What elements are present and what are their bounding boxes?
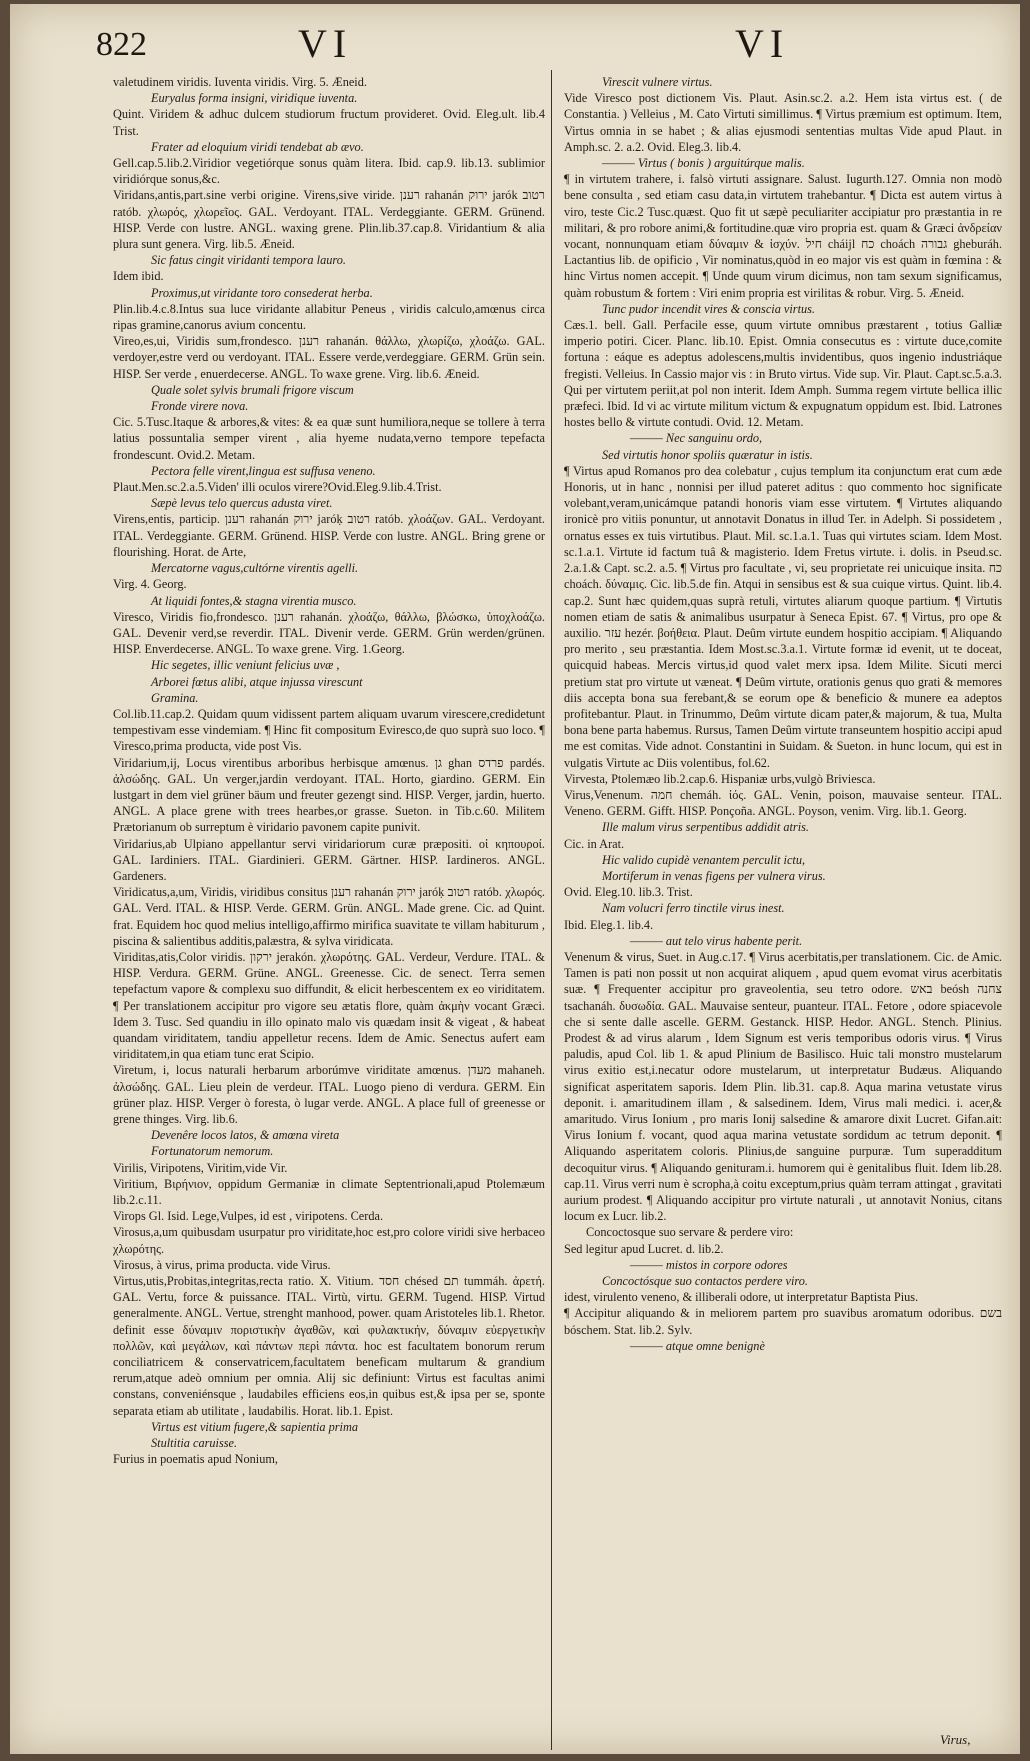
entry-paragraph: idest, virulento veneno, & illiberali odore, ut interpretatur Baptista Pius. xyxy=(564,1290,919,1305)
entry-paragraph: Cic. 5.Tusc.Itaque & arbores,& vites: & ea quæ sunt humiliora,neque se tollere à terra latius possuntalia semper virent , alia hyeme nudata,verno tempore tepefacta frondescunt. Ovid.2. Metam. xyxy=(113,415,545,462)
quotation-line: Mortiferum in venas figens per vulnera virus. xyxy=(602,868,826,883)
quotation-line: Concoctosque suo servare & perdere viro: xyxy=(586,1225,794,1240)
quotation-line: Virescit vulnere virtus. xyxy=(602,75,713,89)
quotation-line: Ille malum virus serpentibus addidit atris. xyxy=(602,820,809,835)
entry-paragraph: Idem ibid. xyxy=(113,269,164,284)
entry-paragraph: Col.lib.11.cap.2. Quidam quum vidissent partem aliquam uvarum virescere,credidetunt tempestivam esse vindemiam. ¶ Hinc fit compositum Eviresco,de quo suprà suo loco. ¶ Viresco,prima producta, vide post Vis. xyxy=(113,706,545,754)
entry-paragraph: Plin.lib.4.c.8.Intus sua luce viridante allabitur Peneus , viridis calculo,amœnus circa ripas gramine,canorus avium concentu. xyxy=(113,301,545,333)
entry-paragraph: Sed legitur apud Lucret. d. lib.2. xyxy=(564,1241,724,1256)
quotation-line: ——— mistos in corpore odores xyxy=(630,1257,788,1272)
quotation-line: Hic segetes, illic veniunt felicius uvæ , xyxy=(151,658,340,673)
entry-paragraph: Virilis, Viripotens, Viritim,vide Vir. xyxy=(113,1160,288,1175)
page-header xyxy=(10,4,1020,64)
entry-paragraph: Venenum & virus, Suet. in Aug.c.17. ¶ Virus acerbitatis,per translationem. Cic. de Amic. Tamen is pati non possit ut non acquirat aliquem , apud quem evomat virus acerbitatis suæ. ¶ Frequenter accipitur pro graveolentia, seu tetro odore. באש beósh צחנה tsachanáh. δυσωδία. GAL. Mauvaise senteur, puanteur. ITAL. Fetore , odore spiacevole che si sente dalle ascelle. GERM. Gestanck. HISP. Hedor. ANGL. Stench. Plinius. Prodest & ad virus alarum , Idem Signum est veris temporibus odoris virus. ¶ Virus paludis, apud Col. lib 1. & apud Plinium de Basilisco. Huic tali monstro mustelarum virus exitio est,i.necatur odore mustelarum, ut interpretatur Budæus. Aliquando significat asperitatem saporis. Idem Plin. lib.31. cap.8. Aqua marina vetustate virus deponit. i. amaritudinem illam , & salsedinem. Idem, Virus mali medici. i. acer,& amaritudo. Virus Ionium , pro maris Ionij salsedine & amarore dixit Lucret. Gifan.ait: Virus Ionium f. vocant, quod aqua marina vetustate sordidum ac tetrum deponit. ¶ Aliquando asperitatem coloris. Plinius,de sanguine purpuræ. Tum superadditum decoquitur virus. ¶ Aliquando genituram.i. humorem qui è genitalibus fluit. Idem lib.28. cap.11. Virus verri num è scropha,à coitu exceptum,prius quàm terram attingat , gravitati aurium prodest. ¶ Aliquando accipitur pro virtute naturali , ut annotavit Nonius, citans locum ex Lucr. lib.2. xyxy=(564,949,1002,1224)
entry-paragraph: Virens,entis, particip. רענן rahanán ירוק jaróḳ רטוב ratób. χλοάζων. GAL. Verdoyant. ITAL. Verdeggiante. GERM. Grünend. HISP. Verde con lustre. ANGL. Bring grene or flourishing. Horat. de Arte, xyxy=(113,512,545,559)
entry-paragraph: Vide Viresco post dictionem Vis. Plaut. Asin.sc.2. a.2. Hem ista virtus est. ( de Constantia. ) Velleius , M. Cato Virtuti simillimus. ¶ Virtus præmium est optimum. Item, Virtus omnia in se habet ; & alias ejusmodi sententias multas Vide apud Plaut. in Amph.sc. 2. a.2. Ovid. Eleg.3. lib.4. xyxy=(564,91,1002,154)
quotation-line: Fronde virere nova. xyxy=(151,399,249,414)
quotation-line: Mercatorne vagus,cultórne virentis agelli. xyxy=(151,561,359,576)
quotation-line: At liquidi fontes,& stagna virentia musco. xyxy=(151,593,357,608)
quotation-line: Sæpè levus telo quercus adusta viret. xyxy=(151,496,333,511)
quotation-line: Frater ad eloquium viridi tendebat ab ævo. xyxy=(151,139,364,154)
right-column xyxy=(564,74,1002,1354)
entry-paragraph: Virg. 4. Georg. xyxy=(113,577,187,592)
entry-paragraph: Virops Gl. Isid. Lege,Vulpes, id est , viripotens. Cerda. xyxy=(113,1209,384,1224)
left-column xyxy=(113,74,545,1467)
entry-paragraph: Virvesta, Ptolemæo lib.2.cap.6. Hispaniæ urbs,vulgò Briviesca. xyxy=(564,771,876,786)
quotation-line: Pectora felle virent,lingua est suffusa veneno. xyxy=(151,463,376,478)
left-running-title: VI xyxy=(298,21,353,66)
quotation-line: ——— Virtus ( bonis ) arguitúrque malis. xyxy=(602,156,805,171)
entry-paragraph: Cæs.1. bell. Gall. Perfacile esse, quum virtute omnibus præstarent , totius Galliæ imperio potiri. Cicer. Planc. lib.10. Epist. Omnia consecutus es : virtute duce,comite fortuna : eáque es adeptus adolescens,multis invidentibus, quos ingenio industriáque fregisti. Velleius. In Cassio major vis : in Bruto virtus. Vide sup. Vir. Plaut. Capt.sc.5.a.3. Qui per virtutem periit,at pol non interit. Idem Amph. Summa regem virtute bellica illic præfeci. Ibid. Id vi ac virtute militum victum & expugnatum oppidum est. Ibid. Latrones hostes bello & virtute contudi. Ovid. 12. Metam. xyxy=(564,318,1002,430)
quotation-line: Stultitia caruisse. xyxy=(151,1436,238,1451)
entry-paragraph: Viresco, Viridis fio,frondesco. רענן rahanán. χλοάζω, θάλλω, βλώσκω, ὑποχλοάζω. GAL. Devenir verd,se reverdir. ITAL. Divenir verde. GERM. Grün werden/grünen. HISP. Enverdecerse. ANGL. To waxe grene. Virg. 1.Georg. xyxy=(113,609,545,657)
quotation-line: Virtus est vitium fugere,& sapientia prima xyxy=(151,1419,358,1434)
entry-paragraph: Viretum, i, locus naturali herbarum arborúmve viriditate amœnus. מעדן mahaneh. ἀλσώδης. GAL. Lieu plein de verdeur. ITAL. Luogo pieno di verdura. GERM. Ein grüner plaz. HISP. Verger ò foresta, ò lugar verde. ANGL. A place full of greenesse or grene thinges. Virg. lib.6. xyxy=(113,1063,545,1126)
quotation-line: Quale solet sylvis brumali frigore viscum xyxy=(151,382,354,397)
catchword: Virus, xyxy=(940,1732,971,1747)
quotation-line: Devenêre locos latos, & amœna vireta xyxy=(151,1128,340,1143)
quotation-line: Sic fatus cingit viridanti tempora lauro. xyxy=(151,253,346,268)
entry-paragraph: Viritium, Βιρήνιον, oppidum Germaniæ in climate Septentrionali,apud Ptolemæum lib.2.c.11. xyxy=(113,1176,545,1208)
entry-paragraph: Plaut.Men.sc.2.a.5.Viden' illi oculos virere?Ovid.Eleg.9.lib.4.Trist. xyxy=(113,480,442,495)
entry-paragraph: valetudinem viridis. Iuventa viridis. Virg. 5. Æneid. xyxy=(113,75,367,89)
entry-paragraph: Furius in poematis apud Nonium, xyxy=(113,1452,278,1467)
entry-paragraph: ¶ Virtus apud Romanos pro dea colebatur , cujus templum ita conjunctum erat cum æde Honoris, ut in hanc , nonnisi per illud pateret aditus : quo commento hoc significate volebant,veram,unicámque patandi honoris viam esse virtutem. ¶ Virtutes aliquando ironicè pro vitiis ponuntur, ut annotavit Donatus in illud Ter. in Adelph. Si possidetem , ornatus esses ex tuis virtutibus. Plaut. Mil. sc.1.a.1. Tuas qui virtutes sciam. Idem Most. sc.1.a.1. Virtute id factum tuâ & magisterio. Idem Fretus virtute. i. dolis. in Pseud.sc. 2.a.1.& Capt. sc.2. a.5. ¶ Virtus pro facultate , vi, seu proprietate rei unicuique insita. כח choách. δύναμις. Cic. lib.5.de fin. Atqui in sensibus est & sua cuique virtus. Quint. lib.4. cap.2. Sunt hæc quidem,quas suprà retuli, virtutes aliarum quoque partium. ¶ Virtutis nomen etiam de satis & animalibus usurpatur à Seneca Epist. 67. ¶ Virtus, pro ope & auxilio. עזר hezér. βοήθεια. Plaut. Deûm virtute eundem hospitio accipiam. ¶ Aliquando pro merito , seu præstantia. Idem Most.sc.3.a.1. Virtute formæ id evenit, ut te doceat, quicquid habeas. Mercis virtus,id quod valet merx ipsa. Idem Milite. Sicuti merci pretium stat pro virtute ut væneat. ¶ Deûm virtute, orationis genus quo grati & memores diis accepta bona sua ferebant,& se eorum ope & beneficio & munere ea adeptos profitebantur. Plaut. in Trinummo, Deûm virtute dicam pater,& majorum, & tua, Multa bona bene parta habemus. Rursus, Tamen Deûm virtute transeuntem hospitio accipi apud me est comitas. Vide adnot. Constantini in Suidam. & Sueton. in hunc locum, qui est in vulgatis Virtute ac Diis volentibus, fol.62. xyxy=(564,463,1002,770)
entry-paragraph: Gell.cap.5.lib.2.Viridior vegetiórque sonus quàm litera. Ibid. cap.9. lib.13. sublimior viridiórque sonus,&c. xyxy=(113,156,545,187)
entry-paragraph: Virosus, à virus, prima producta. vide Virus. xyxy=(113,1257,331,1272)
quotation-line: ——— atque omne benignè xyxy=(630,1338,765,1353)
right-running-title: VI xyxy=(735,21,790,66)
quotation-line: Proximus,ut viridante toro consederat herba. xyxy=(151,285,373,300)
quotation-line: Gramina. xyxy=(151,690,199,705)
entry-paragraph: ¶ Accipitur aliquando & in meliorem partem pro suavibus aromatum odoribus. בשם bóschem. Stat. lib.2. Sylv. xyxy=(564,1306,1002,1337)
book-page xyxy=(10,4,1020,1754)
entry-paragraph: Viridicatus,a,um, Viridis, viridibus consitus רענן rahanán ירוק jaróḳ רטוב ratób. χλωρός. GAL. Verd. ITAL. & HISP. Verde. GERM. Grün. ANGL. Made grene. Cic. ad Quint. frat. Equidem hoc quod melius intelligo,affirmo mirifica suavitate te villam habiturum , piscina & salientibus additis,palæstra, & sylva viridicata. xyxy=(113,885,545,948)
entry-paragraph: Quint. Viridem & adhuc dulcem studiorum fructum provideret. Ovid. Eleg.ult. lib.4 Trist. xyxy=(113,107,545,138)
quotation-line: Arborei fœtus alibi, atque injussa virescunt xyxy=(151,674,363,689)
entry-paragraph: Ovid. Eleg.10. lib.3. Trist. xyxy=(564,885,693,900)
entry-paragraph: Viridans,antis,part.sine verbi origine. Virens,sive viride. רענן rahanán ירוק jarók רטוב ratób. χλωρός, χλωρεῖος. GAL. Verdoyant. ITAL. Verdeggiante. GERM. Grünend. HISP. Verde con lustre. ANGL. waxing grene. Plin.lib.37.cap.8. Viridantium & alia plura sunt genera. Virg. lib.5. Æneid. xyxy=(113,188,545,252)
quotation-line: Hic valido cupidè venantem perculit ictu, xyxy=(602,852,806,867)
quotation-line: Nam volucri ferro tinctile virus inest. xyxy=(602,901,785,916)
quotation-line: Tunc pudor incendit vires & conscia virtus. xyxy=(602,301,816,316)
quotation-line: ——— aut telo virus habente perit. xyxy=(630,933,803,948)
quotation-line: ——— Nec sanguinu ordo, xyxy=(630,431,763,446)
entry-paragraph: ¶ in virtutem trahere, i. falsò virtuti assignare. Salust. Iugurth.127. Omnia non modò bene consulta , sed etiam casu data,in virtutem trahebantur. ¶ Dicta est autem virtus à viro, teste Cic.2 Tusc.quæst. Quo fit ut sæpè peculiariter accipiatur pro præstantia in re militari, & pro robore animi,& fortitudine.quæ viro propria est. quam & Græci ἀνδρείαν vocant, nonnunquam etiam δύναμιν & ἰσχύν. חיל cháijl כח choách גבורה gheburáh. Lactantius lib. de opificio , Vir nominatus,quòd in eo major vis est quàm in fœmina : & hinc Virtus nomen accepit. ¶ Unde quum virum dicimus, non tam sexum significamus, quàm robustum & fortem : Viri enim propria est virilitas & robur. Virg. 5. Æneid. xyxy=(564,172,1003,300)
entry-paragraph: Virosus,a,um quibusdam usurpatur pro viriditate,hoc est,pro colore viridi sive herbaceo χλωρότης. xyxy=(113,1225,545,1256)
entry-paragraph: Viridarium,ij, Locus virentibus arboribus herbisque amœnus. גן ghan פרדס pardés. ἀλσώδης. GAL. Un verger,jardin verdoyant. ITAL. Horto, giardino. GERM. Ein lustgart in dem viel grüner bäum und freuter gezengt sind. HISP. Verger, jardin, huerto. ANGL. A place grene with trees hearbes,or grasse. Sueton. in Tib.c.60. Militem Prætorianum ob surreptum è viridario pavonem capite punivit. xyxy=(113,755,546,835)
entry-paragraph: Virtus,utis,Probitas,integritas,recta ratio. X. Vitium. חסד chésed תם tummáh. ἀρετή. GAL. Vertu, force & puissance. ITAL. Virtù, virtu. GERM. Tugend. HISP. Virtud generalmente. ANGL. Vertue, strenght manhood, power. quam Aristoteles lib.1. Rhetor. definit esse δύναμιν ποριστικὴν ἀγαθῶν, καὶ φυλακτικήν, δύναμιν εὐεργετικὴν πολλῶν, καὶ μεγάλων, καὶ πάντων περὶ πάντα. hoc est facultatem bonorum rerum conciliatricem & conservatricem,facultatem beneficam multarum & grandium rerum,atque adeò omnium per omnia. Alij sic definiunt: Virtus est facultas animi constans, conveniénsque , laudabiles efficiens eos,in quibus est,& ipsa per se, sponte separata etiam ab utilitate , laudabilis. Horat. lib.1. Epist. xyxy=(113,1274,545,1418)
entry-paragraph: Ibid. Eleg.1. lib.4. xyxy=(564,917,654,932)
quotation-line: Fortunatorum nemorum. xyxy=(151,1144,274,1159)
quotation-line: Sed virtutis honor spoliis quæratur in istis. xyxy=(602,447,813,462)
page-number: 822 xyxy=(96,26,147,63)
entry-paragraph: Virus,Venenum. חמה chemáh. ἰός. GAL. Venin, poison, mauvaise senteur. ITAL. Veneno. GERM. Gifft. HISP. Ponçoña. ANGL. Poyson, venim. Virg. lib.1. Georg. xyxy=(564,787,1002,819)
entry-paragraph: Cic. in Arat. xyxy=(564,836,625,851)
entry-paragraph: Viridarius,ab Ulpiano appellantur servi viridariorum curæ præpositi. οἱ κηπουροί. GAL. Iardiniers. ITAL. Giardinieri. GERM. Gärtner. HISP. Iardineros. ANGL. Gardeners. xyxy=(113,836,545,883)
entry-paragraph: Vireo,es,ui, Viridis sum,frondesco. רענן rahanán. θάλλω, χλωρίζω, χλοάζω. GAL. verdoyer,estre verd ou verdoyant. ITAL. Essere verde,verdeggiare. GERM. Grün sein. HISP. Ser verde , enuerdecerse. ANGL. To waxe grene. Virg. lib.6. Æneid. xyxy=(113,334,546,381)
entry-paragraph: Viriditas,atis,Color viridis. ירקון jerakón. χλωρότης. GAL. Verdeur, Verdure. ITAL. & HISP. Verdura. GERM. Grüne. ANGL. Greenesse. Cic. de senect. Terra semen tepefactum vapore & complexu suo diffundit, & elicit herbescentem ex eo viriditatem. ¶ Per translationem accipitur pro vigore seu ætatis flore, quàm ἀκμὴν vocant Græci. Idem 3. Tusc. Sed quandiu in illo opinato malo vis quædam insit & vigeat , & habeat quandam viriditatem, tandiu appelletur recens. Idem de Amic. Senectus aufert eam viriditatem,in qua etiam tunc erat Scipio. xyxy=(113,949,545,1062)
column-divider xyxy=(551,70,552,1750)
quotation-line: Concoctósque suo contactos perdere viro. xyxy=(602,1274,808,1289)
quotation-line: Euryalus forma insigni, viridique iuventa. xyxy=(151,91,358,106)
